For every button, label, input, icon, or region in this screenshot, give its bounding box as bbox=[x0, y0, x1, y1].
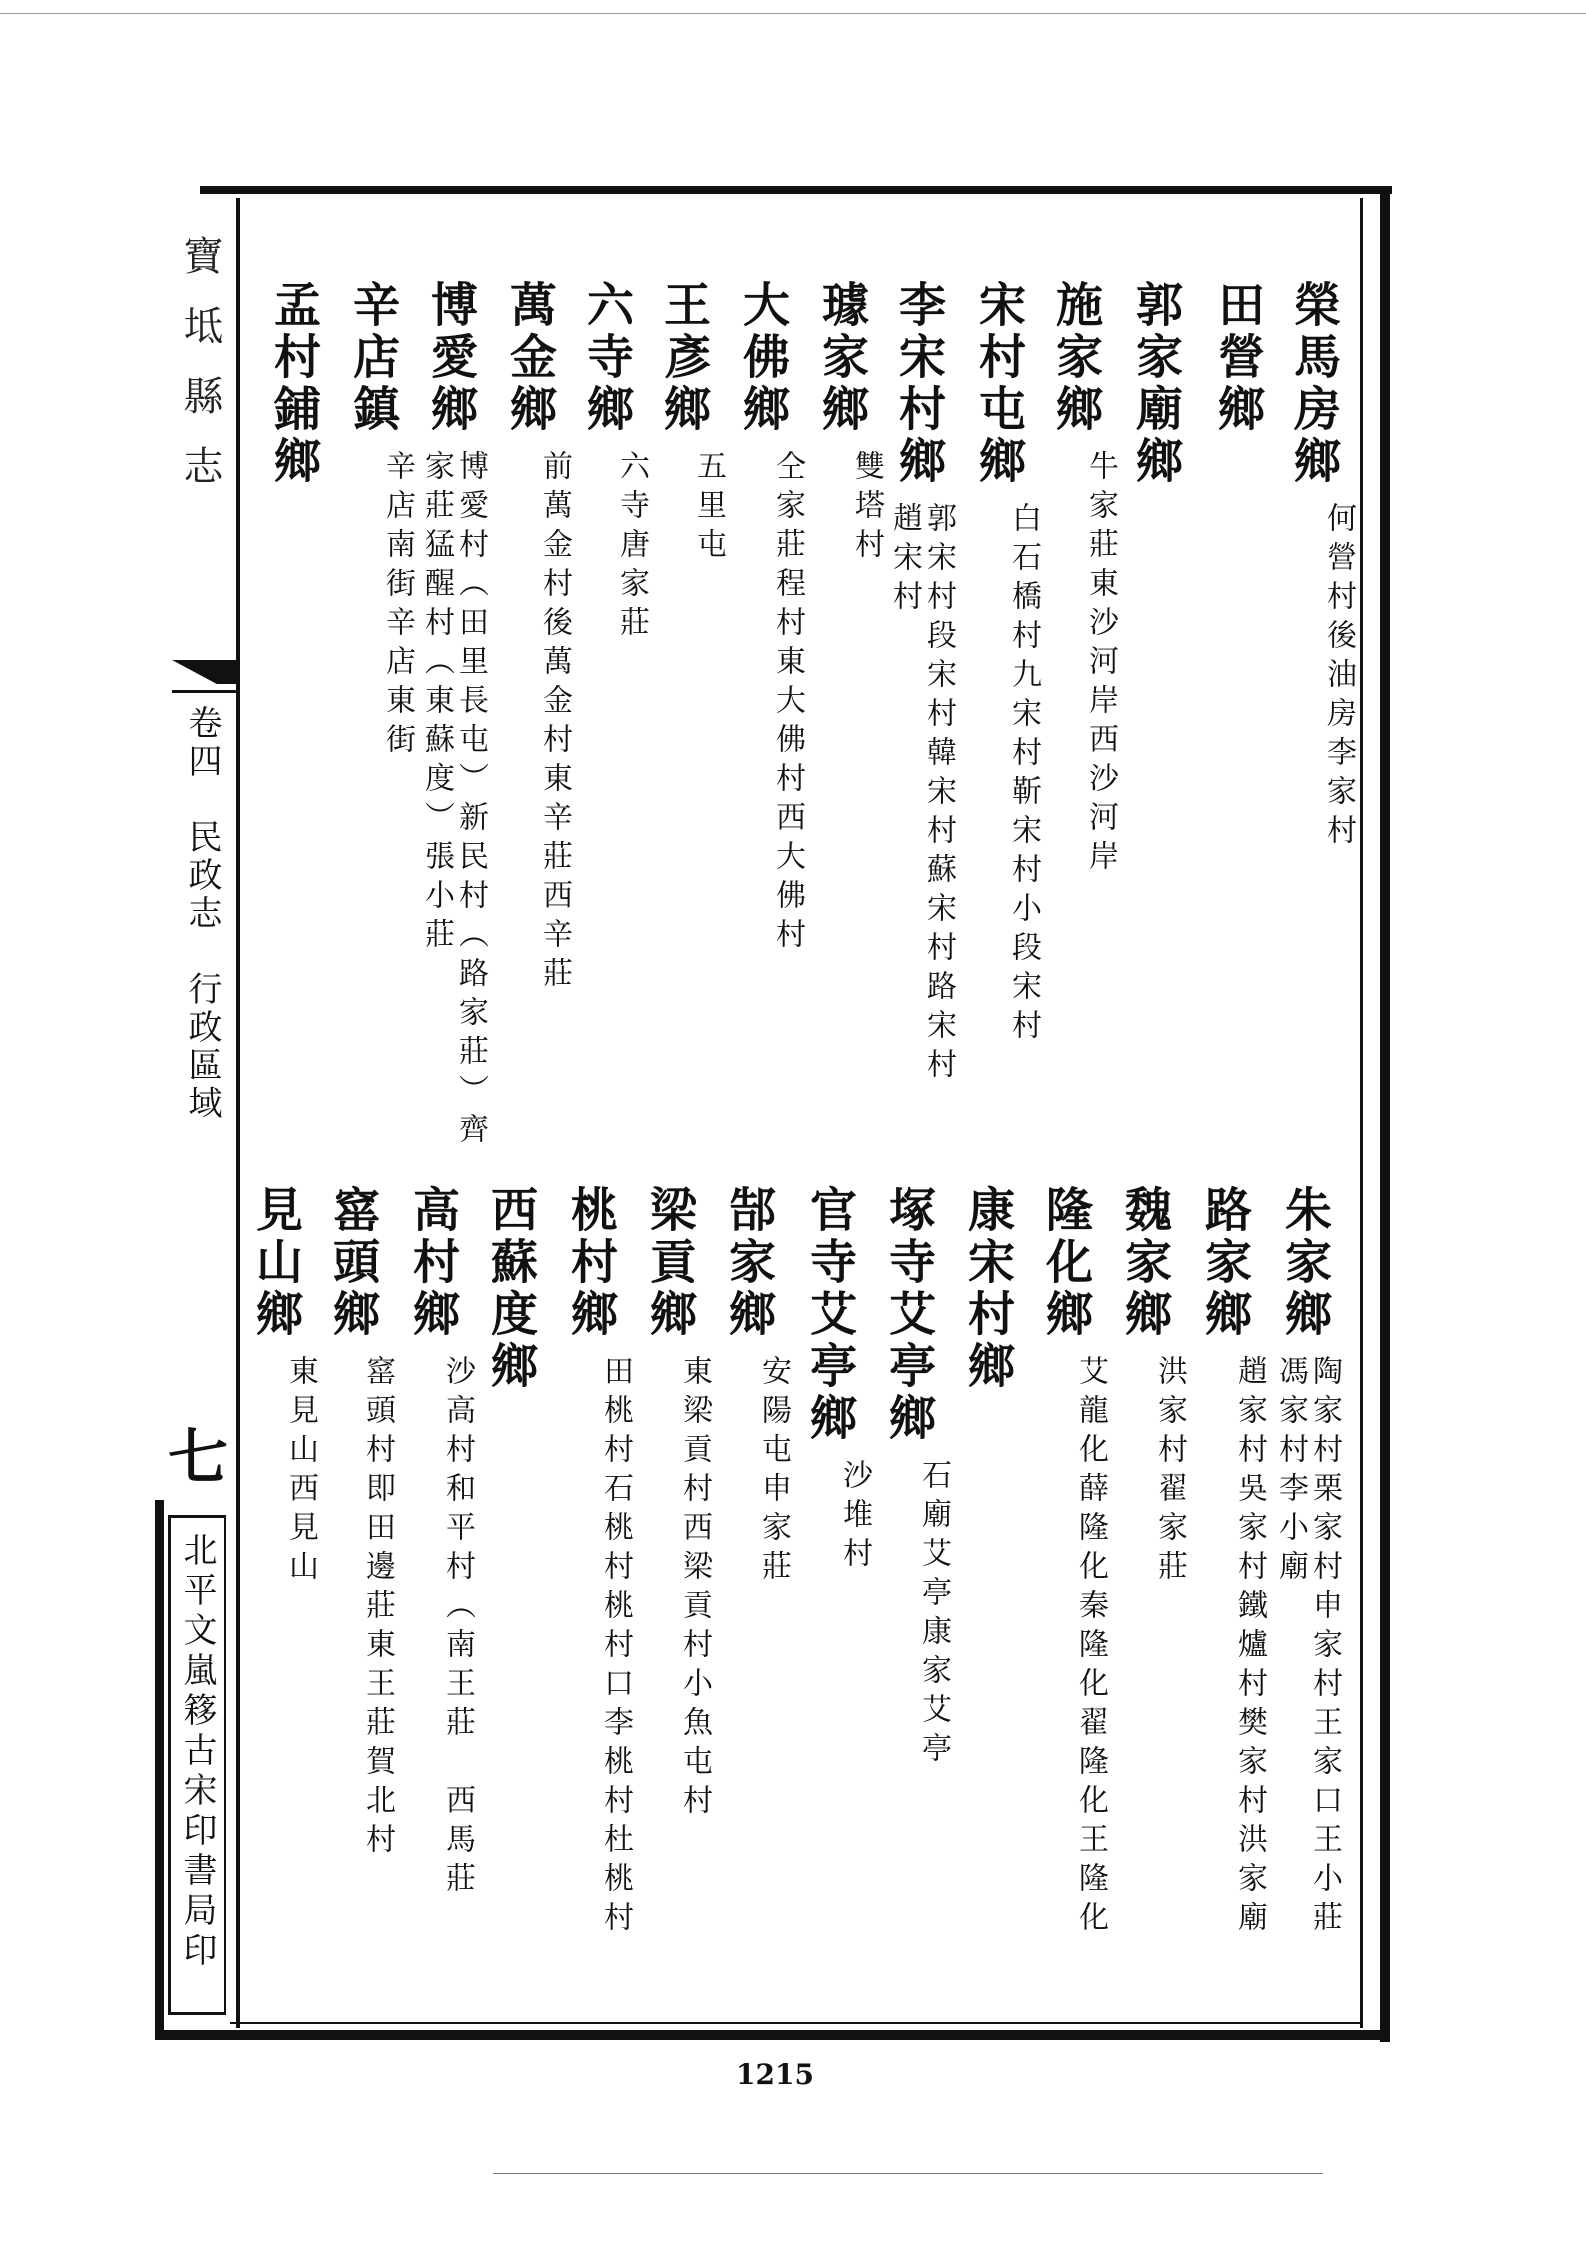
village-list bbox=[1153, 1355, 1185, 1589]
township-name: 窰頭鄉 bbox=[325, 1185, 380, 1341]
village-line: 趙宋村 bbox=[887, 502, 922, 619]
township-name: 郭家廟鄉 bbox=[1128, 280, 1183, 488]
township-name: 魏家鄉 bbox=[1117, 1185, 1172, 1341]
village-list bbox=[420, 450, 486, 1152]
village-list bbox=[381, 450, 413, 762]
bottom-scan-line bbox=[493, 2173, 1323, 2174]
village-line: 辛店南街辛店東街 bbox=[380, 450, 415, 762]
township-name: 榮馬房鄉 bbox=[1286, 280, 1341, 488]
village-line: 東梁貢村西梁貢村小魚屯村 bbox=[677, 1355, 712, 1823]
village-line: 陶家村栗家村申家村王家口王小莊 bbox=[1307, 1355, 1342, 1940]
village-list bbox=[838, 1459, 870, 1576]
village-line: 田桃村石桃村桃村口李桃村杜桃村 bbox=[598, 1355, 633, 1940]
village-list bbox=[1074, 1355, 1106, 1940]
village-list bbox=[361, 1355, 393, 1862]
township-name: 梁貢鄉 bbox=[642, 1185, 697, 1341]
township-name: 桃村鄉 bbox=[563, 1185, 618, 1341]
village-list bbox=[1007, 502, 1039, 1048]
village-line: 家莊猛醒村（東蘇度）張小莊 bbox=[419, 450, 454, 957]
village-line: 白石橋村九宋村靳宋村小段宋村 bbox=[1006, 502, 1041, 1048]
leaf-number: 七 bbox=[168, 1423, 228, 1493]
village-line: 雙塔村 bbox=[849, 450, 884, 567]
village-line: 沙高村和平村（南王莊 西馬莊 bbox=[440, 1355, 475, 1901]
village-list bbox=[771, 450, 803, 957]
page-number: 1215 bbox=[736, 2058, 814, 2091]
township-name: 王彥鄉 bbox=[656, 280, 711, 436]
village-line: 安陽屯申家莊 bbox=[756, 1355, 791, 1589]
margin-divider-line bbox=[236, 198, 240, 2028]
village-line: 洪家村翟家莊 bbox=[1152, 1355, 1187, 1589]
township-name: 萬金鄉 bbox=[502, 280, 557, 436]
township-name: 施家鄉 bbox=[1048, 280, 1103, 436]
village-list bbox=[441, 1355, 473, 1901]
village-line: 沙堆村 bbox=[837, 1459, 872, 1576]
village-line: 牛家莊東沙河岸西沙河岸 bbox=[1083, 450, 1118, 879]
township-name: 路家鄉 bbox=[1197, 1185, 1252, 1341]
township-name: 見山鄉 bbox=[248, 1185, 303, 1341]
printer-imprint: 北平文嵐簃古宋印書局印 bbox=[177, 1532, 217, 1972]
book-title: 寶坻縣志 bbox=[177, 235, 223, 515]
village-list bbox=[1233, 1355, 1265, 1940]
township-name: 郜家鄉 bbox=[721, 1185, 776, 1341]
frame-top-border bbox=[200, 186, 1392, 194]
village-line: 郭宋村段宋村韓宋村蘇宋村路宋村 bbox=[921, 502, 956, 1087]
township-name: 西蘇度鄉 bbox=[483, 1185, 538, 1393]
village-line: 艾龍化薛隆化秦隆化翟隆化王隆化 bbox=[1073, 1355, 1108, 1940]
township-name: 璩家鄉 bbox=[814, 280, 869, 436]
frame-bottom-border bbox=[155, 2030, 1390, 2040]
village-line: 何營村後油房李家村 bbox=[1321, 502, 1356, 853]
township-name: 隆化鄉 bbox=[1038, 1185, 1093, 1341]
village-line: 仝家莊程村東大佛村西大佛村 bbox=[770, 450, 805, 957]
township-name: 大佛鄉 bbox=[735, 280, 790, 436]
frame-right-border-outer bbox=[1380, 190, 1390, 2042]
village-line: 六寺唐家莊 bbox=[614, 450, 649, 645]
township-name: 博愛鄉 bbox=[423, 280, 478, 436]
village-line: 石廟艾亭康家艾亭 bbox=[916, 1459, 951, 1771]
township-name: 孟村鋪鄉 bbox=[266, 280, 321, 488]
village-list bbox=[599, 1355, 631, 1940]
village-line: 窰頭村即田邊莊東王莊賀北村 bbox=[360, 1355, 395, 1862]
village-list bbox=[850, 450, 882, 567]
township-name: 田營鄉 bbox=[1210, 280, 1265, 436]
village-list bbox=[615, 450, 647, 645]
village-list bbox=[888, 502, 954, 1087]
village-line: 趙家村吳家村鐵爐村樊家村洪家廟 bbox=[1232, 1355, 1267, 1940]
township-name: 朱家鄉 bbox=[1277, 1185, 1332, 1341]
township-name: 塚寺艾亭鄉 bbox=[881, 1185, 936, 1445]
village-line: 博愛村（田里長屯）新民村（路家莊）齊 bbox=[453, 450, 488, 1152]
village-list bbox=[692, 450, 724, 567]
chapter-heading: 卷四 民政志 行政區域 bbox=[182, 705, 222, 1123]
fishtail-mark bbox=[172, 660, 236, 684]
village-line: 東見山西見山 bbox=[283, 1355, 318, 1589]
village-line: 五里屯 bbox=[691, 450, 726, 567]
frame-inner-bottom-line bbox=[230, 2022, 1360, 2024]
village-list bbox=[678, 1355, 710, 1823]
printer-box bbox=[168, 1515, 226, 2015]
village-line: 馮家村李小廟 bbox=[1273, 1355, 1308, 1589]
village-list bbox=[757, 1355, 789, 1589]
village-list bbox=[1322, 502, 1354, 853]
township-name: 康宋村鄉 bbox=[960, 1185, 1015, 1393]
township-name: 官寺艾亭鄉 bbox=[802, 1185, 857, 1445]
village-list bbox=[284, 1355, 316, 1589]
village-list bbox=[1274, 1355, 1340, 1940]
township-name: 辛店鎮 bbox=[345, 280, 400, 436]
fishtail-line bbox=[172, 690, 236, 693]
frame-left-border-lower bbox=[155, 1500, 164, 2035]
village-list bbox=[1084, 450, 1116, 879]
township-name: 高村鄉 bbox=[405, 1185, 460, 1341]
village-list bbox=[538, 450, 570, 996]
scan-top-edge-line bbox=[0, 13, 1586, 14]
frame-right-border-inner bbox=[1360, 198, 1363, 2028]
township-name: 宋村屯鄉 bbox=[971, 280, 1026, 488]
township-name: 李宋村鄉 bbox=[891, 280, 946, 488]
township-name: 六寺鄉 bbox=[579, 280, 634, 436]
village-list bbox=[917, 1459, 949, 1771]
village-line: 前萬金村後萬金村東辛莊西辛莊 bbox=[537, 450, 572, 996]
